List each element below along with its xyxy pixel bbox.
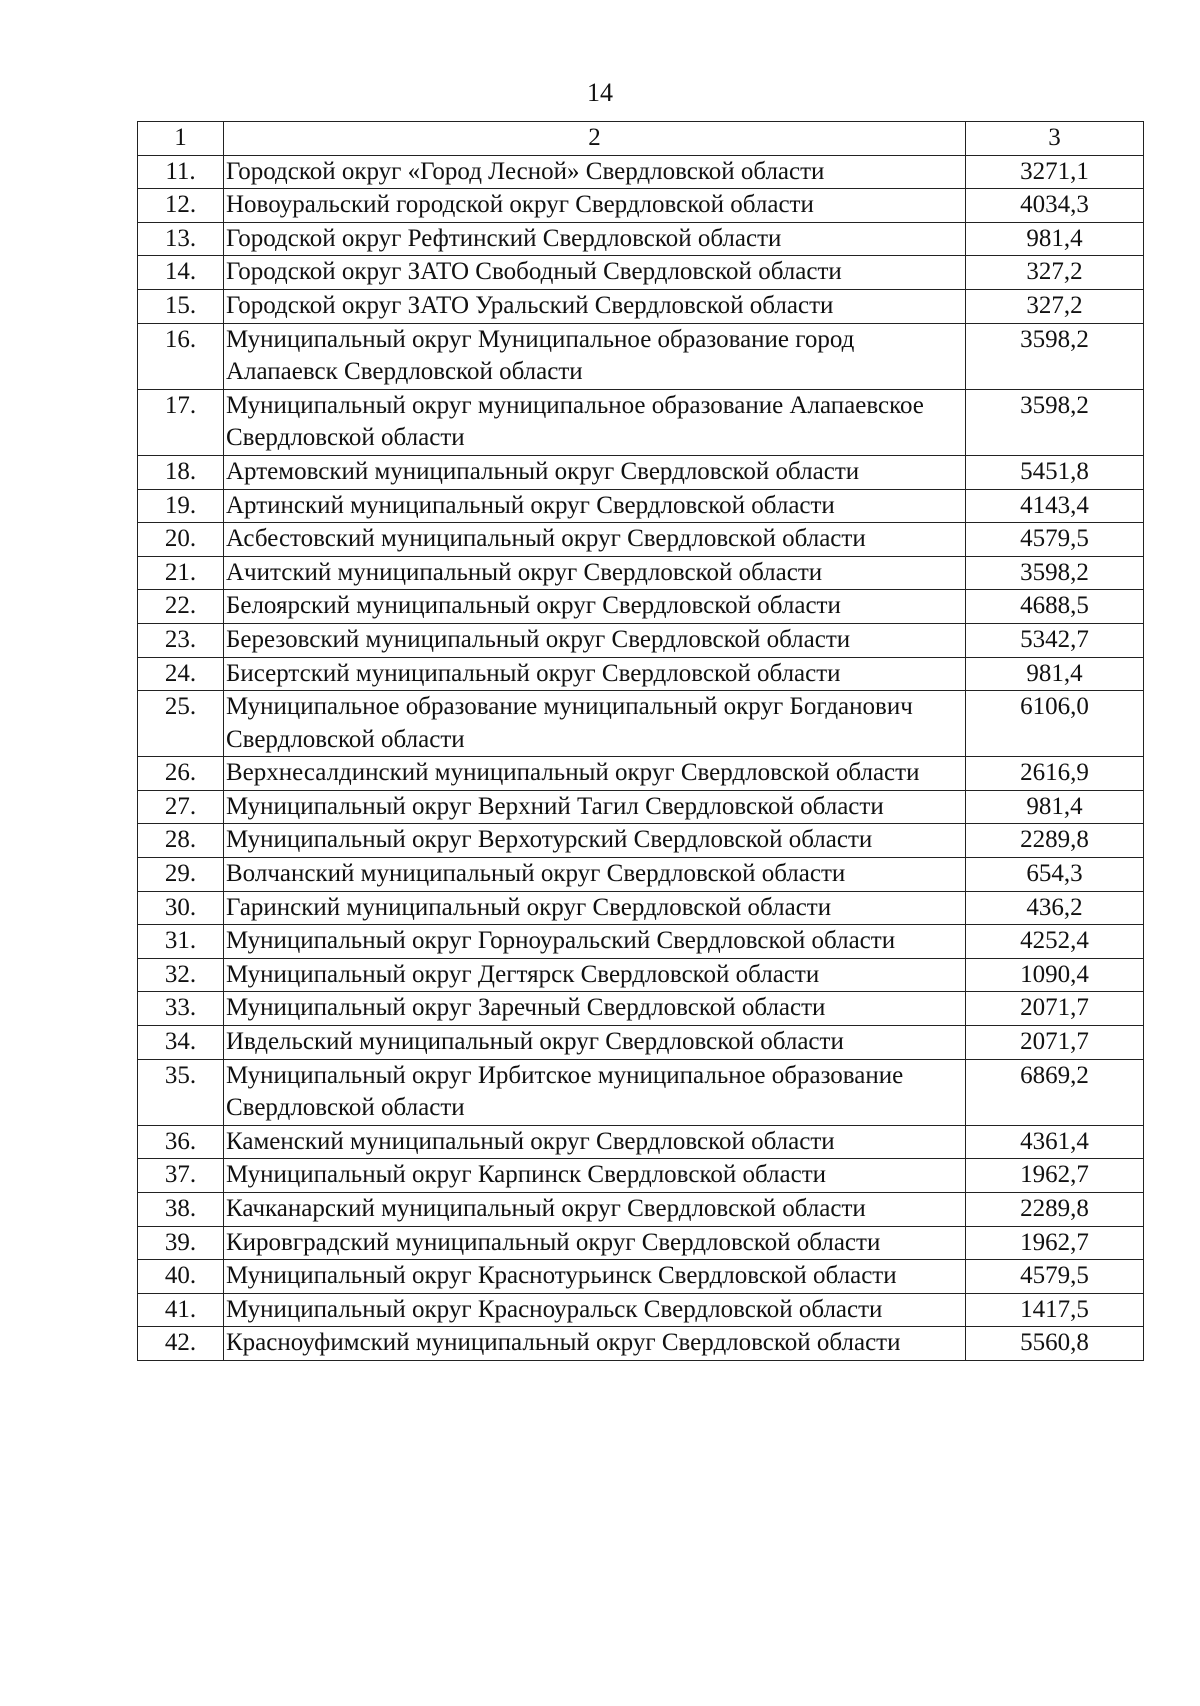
table-row: [138, 623, 1144, 657]
amount-cell: 2616,9: [966, 757, 1144, 791]
allocation-table: [137, 121, 1144, 1361]
municipality-name-cell: Муниципальный округ Дегтярск Свердловской области: [224, 958, 966, 992]
row-number-cell: 37.: [138, 1159, 224, 1193]
municipality-name-cell: Муниципальный округ Верхотурский Свердловской области: [224, 824, 966, 858]
municipality-name-cell: Артинский муниципальный округ Свердловской области: [224, 489, 966, 523]
amount-cell: 4579,5: [966, 1260, 1144, 1294]
row-number-cell: 21.: [138, 556, 224, 590]
table-row: [138, 790, 1144, 824]
header-cell-value: 3: [966, 122, 1144, 156]
table-row: [138, 389, 1144, 455]
municipality-name-cell: Красноуфимский муниципальный округ Свердловской области: [224, 1327, 966, 1361]
table-row: [138, 189, 1144, 223]
municipality-name-cell: Городской округ ЗАТО Свободный Свердловской области: [224, 256, 966, 290]
table-row: [138, 691, 1144, 757]
amount-cell: 3598,2: [966, 323, 1144, 389]
amount-cell: 3271,1: [966, 155, 1144, 189]
municipality-name-cell: Муниципальный округ Краснотурьинск Свердловской области: [224, 1260, 966, 1294]
row-number-cell: 38.: [138, 1193, 224, 1227]
row-number-cell: 13.: [138, 222, 224, 256]
row-number-cell: 32.: [138, 958, 224, 992]
amount-cell: 6106,0: [966, 691, 1144, 757]
municipality-name-cell: Гаринский муниципальный округ Свердловской области: [224, 891, 966, 925]
amount-cell: 2071,7: [966, 992, 1144, 1026]
amount-cell: 4579,5: [966, 523, 1144, 557]
amount-cell: 3598,2: [966, 389, 1144, 455]
table-row: [138, 858, 1144, 892]
row-number-cell: 42.: [138, 1327, 224, 1361]
page-number: 14: [587, 78, 613, 107]
row-number-cell: 33.: [138, 992, 224, 1026]
table-row: [138, 824, 1144, 858]
table-row: [138, 256, 1144, 290]
table-row: [138, 657, 1144, 691]
amount-cell: 4252,4: [966, 925, 1144, 959]
amount-cell: 3598,2: [966, 556, 1144, 590]
amount-cell: 1962,7: [966, 1226, 1144, 1260]
amount-cell: 981,4: [966, 222, 1144, 256]
row-number-cell: 20.: [138, 523, 224, 557]
row-number-cell: 12.: [138, 189, 224, 223]
table-row: [138, 757, 1144, 791]
table-row: [138, 523, 1144, 557]
row-number-cell: 36.: [138, 1125, 224, 1159]
amount-cell: 981,4: [966, 790, 1144, 824]
municipality-name-cell: Кировградский муниципальный округ Свердловской области: [224, 1226, 966, 1260]
row-number-cell: 16.: [138, 323, 224, 389]
municipality-name-cell: Муниципальный округ Красноуральск Свердловской области: [224, 1293, 966, 1327]
municipality-name-cell: Качканарский муниципальный округ Свердловской области: [224, 1193, 966, 1227]
row-number-cell: 17.: [138, 389, 224, 455]
header-cell-number: 1: [138, 122, 224, 156]
table-row: [138, 925, 1144, 959]
municipality-name-cell: Городской округ ЗАТО Уральский Свердловской области: [224, 289, 966, 323]
row-number-cell: 41.: [138, 1293, 224, 1327]
row-number-cell: 35.: [138, 1059, 224, 1125]
row-number-cell: 27.: [138, 790, 224, 824]
row-number-cell: 24.: [138, 657, 224, 691]
table-body: [138, 122, 1144, 1361]
municipality-name-cell: Ачитский муниципальный округ Свердловской области: [224, 556, 966, 590]
table-row: [138, 222, 1144, 256]
amount-cell: 6869,2: [966, 1059, 1144, 1125]
table-row: [138, 155, 1144, 189]
municipality-name-cell: Белоярский муниципальный округ Свердловской области: [224, 590, 966, 624]
amount-cell: 436,2: [966, 891, 1144, 925]
table-header-row: [138, 122, 1144, 156]
row-number-cell: 29.: [138, 858, 224, 892]
table-row: [138, 992, 1144, 1026]
header-cell-name: 2: [224, 122, 966, 156]
table-row: [138, 1193, 1144, 1227]
row-number-cell: 14.: [138, 256, 224, 290]
amount-cell: 1090,4: [966, 958, 1144, 992]
municipality-name-cell: Муниципальный округ Ирбитское муниципальное образование Свердловской области: [224, 1059, 966, 1125]
table-row: [138, 958, 1144, 992]
municipality-name-cell: Муниципальное образование муниципальный округ Богданович Свердловской области: [224, 691, 966, 757]
row-number-cell: 40.: [138, 1260, 224, 1294]
row-number-cell: 26.: [138, 757, 224, 791]
amount-cell: 981,4: [966, 657, 1144, 691]
amount-cell: 654,3: [966, 858, 1144, 892]
amount-cell: 5451,8: [966, 455, 1144, 489]
municipality-name-cell: Муниципальный округ Горноуральский Свердловской области: [224, 925, 966, 959]
municipality-name-cell: Муниципальный округ Муниципальное образование город Алапаевск Свердловской области: [224, 323, 966, 389]
municipality-name-cell: Артемовский муниципальный округ Свердловской области: [224, 455, 966, 489]
municipality-name-cell: Каменский муниципальный округ Свердловской области: [224, 1125, 966, 1159]
table-row: [138, 1059, 1144, 1125]
municipality-name-cell: Волчанский муниципальный округ Свердловской области: [224, 858, 966, 892]
municipality-name-cell: Асбестовский муниципальный округ Свердловской области: [224, 523, 966, 557]
table-row: [138, 1159, 1144, 1193]
row-number-cell: 34.: [138, 1026, 224, 1060]
row-number-cell: 39.: [138, 1226, 224, 1260]
table-row: [138, 891, 1144, 925]
amount-cell: 327,2: [966, 256, 1144, 290]
row-number-cell: 15.: [138, 289, 224, 323]
municipality-name-cell: Березовский муниципальный округ Свердловской области: [224, 623, 966, 657]
row-number-cell: 25.: [138, 691, 224, 757]
row-number-cell: 22.: [138, 590, 224, 624]
municipality-name-cell: Бисертский муниципальный округ Свердловской области: [224, 657, 966, 691]
row-number-cell: 19.: [138, 489, 224, 523]
row-number-cell: 30.: [138, 891, 224, 925]
amount-cell: 2289,8: [966, 1193, 1144, 1227]
municipality-name-cell: Муниципальный округ Карпинск Свердловской области: [224, 1159, 966, 1193]
row-number-cell: 23.: [138, 623, 224, 657]
table-row: [138, 1026, 1144, 1060]
table-row: [138, 556, 1144, 590]
row-number-cell: 18.: [138, 455, 224, 489]
table-row: [138, 590, 1144, 624]
amount-cell: 4688,5: [966, 590, 1144, 624]
municipality-name-cell: Муниципальный округ муниципальное образование Алапаевское Свердловской области: [224, 389, 966, 455]
table-row: [138, 489, 1144, 523]
municipality-name-cell: Муниципальный округ Верхний Тагил Свердловской области: [224, 790, 966, 824]
amount-cell: 5560,8: [966, 1327, 1144, 1361]
amount-cell: 2289,8: [966, 824, 1144, 858]
table-row: [138, 1226, 1144, 1260]
municipality-name-cell: Муниципальный округ Заречный Свердловской области: [224, 992, 966, 1026]
municipality-name-cell: Новоуральский городской округ Свердловской области: [224, 189, 966, 223]
amount-cell: 4361,4: [966, 1125, 1144, 1159]
row-number-cell: 31.: [138, 925, 224, 959]
table-row: [138, 289, 1144, 323]
amount-cell: 5342,7: [966, 623, 1144, 657]
municipality-name-cell: Городской округ «Город Лесной» Свердловской области: [224, 155, 966, 189]
table-row: [138, 1125, 1144, 1159]
municipality-name-cell: Городской округ Рефтинский Свердловской области: [224, 222, 966, 256]
row-number-cell: 11.: [138, 155, 224, 189]
amount-cell: 327,2: [966, 289, 1144, 323]
table-row: [138, 1293, 1144, 1327]
municipality-name-cell: Ивдельский муниципальный округ Свердловской области: [224, 1026, 966, 1060]
municipality-name-cell: Верхнесалдинский муниципальный округ Свердловской области: [224, 757, 966, 791]
amount-cell: 4143,4: [966, 489, 1144, 523]
amount-cell: 1962,7: [966, 1159, 1144, 1193]
table-row: [138, 455, 1144, 489]
row-number-cell: 28.: [138, 824, 224, 858]
table-row: [138, 323, 1144, 389]
table-row: [138, 1260, 1144, 1294]
amount-cell: 4034,3: [966, 189, 1144, 223]
amount-cell: 1417,5: [966, 1293, 1144, 1327]
amount-cell: 2071,7: [966, 1026, 1144, 1060]
table-row: [138, 1327, 1144, 1361]
